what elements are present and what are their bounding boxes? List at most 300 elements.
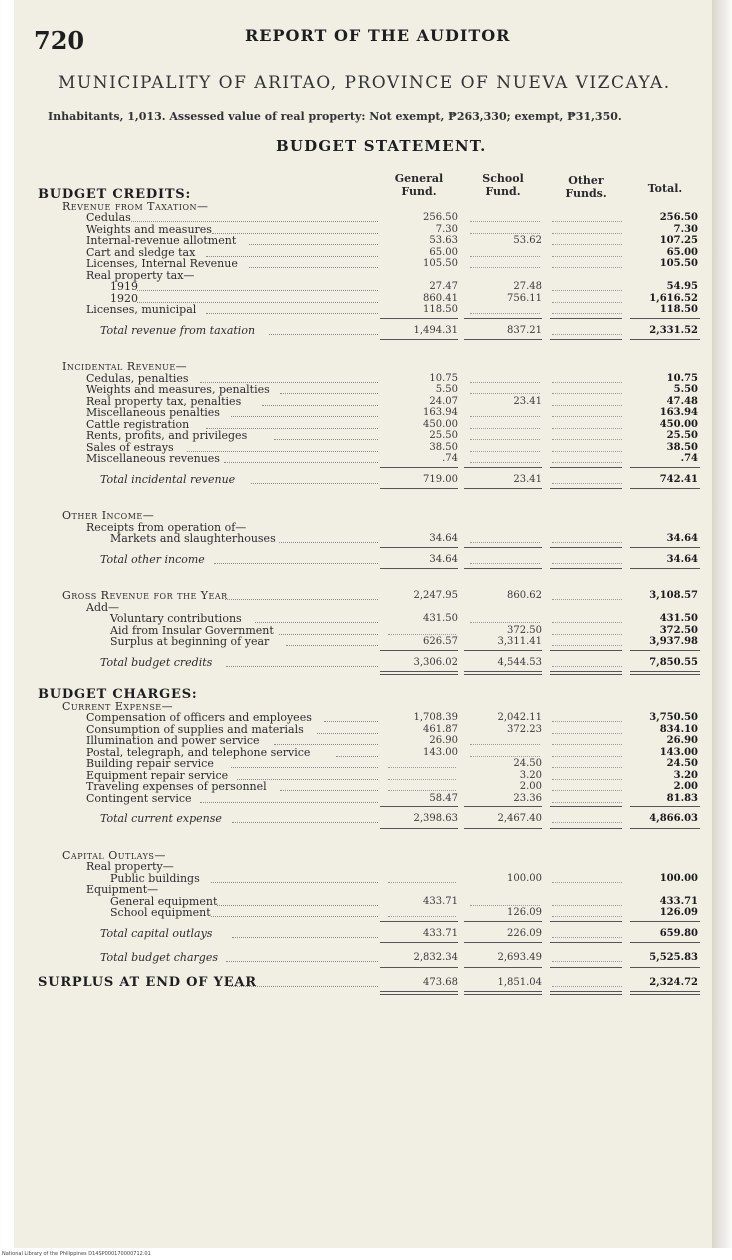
subtotal-rule <box>550 547 622 548</box>
total-value: 256.50 <box>659 212 698 223</box>
empty-cell-leader <box>552 937 622 938</box>
leader-dots <box>137 290 378 291</box>
row-label: Total incidental revenue <box>100 472 236 486</box>
empty-cell-leader <box>470 563 540 564</box>
subtotal-rule <box>630 967 700 968</box>
general-fund-value: 256.50 <box>423 212 458 223</box>
leader-dots <box>286 645 378 646</box>
leader-dots <box>131 221 378 222</box>
subtotal-rule <box>464 488 542 489</box>
total-value: 742.41 <box>659 473 698 485</box>
table-row <box>0 928 712 940</box>
general-fund-value: 26.90 <box>429 735 458 746</box>
general-fund-value: 34.64 <box>429 553 458 565</box>
leader-dots <box>226 961 378 962</box>
empty-cell-leader <box>470 233 540 234</box>
statement-title: BUDGET STATEMENT. <box>276 137 487 155</box>
row-label: SURPLUS AT END OF YEAR <box>38 974 257 990</box>
school-fund-value: 23.41 <box>513 395 542 407</box>
school-fund-value: 372.23 <box>507 723 542 735</box>
school-fund-value: 2,042.11 <box>497 712 542 723</box>
total-value: 24.50 <box>666 758 698 769</box>
empty-cell-leader <box>552 439 622 440</box>
table-row <box>0 533 712 545</box>
total-value: 105.50 <box>659 258 698 269</box>
empty-cell-leader <box>388 882 456 883</box>
row-label: Total budget credits <box>100 655 213 669</box>
subtotal-rule <box>550 318 622 319</box>
subtotal-rule <box>464 318 542 319</box>
school-fund-value: 3,311.41 <box>497 636 542 647</box>
row-label: Weights and measures, penalties <box>86 383 270 396</box>
leader-dots <box>279 634 378 635</box>
total-value: 118.50 <box>659 304 698 315</box>
empty-cell-leader <box>470 622 540 623</box>
subtotal-rule <box>464 921 542 922</box>
total-double-rule <box>550 671 622 675</box>
subtotal-rule <box>464 967 542 968</box>
empty-cell-leader <box>552 634 622 635</box>
row-label: Cart and sledge tax <box>86 245 196 259</box>
footer-credit: National Library of the Philippines D14SP000170000712.01 <box>2 1251 151 1257</box>
subtotal-rule <box>550 967 622 968</box>
total-value: .74 <box>680 453 698 464</box>
leader-dots <box>231 767 378 768</box>
leader-dots <box>249 267 378 268</box>
leader-dots <box>226 666 378 667</box>
row-label: Markets and slaughterhouses <box>110 532 276 545</box>
general-fund-value: 473.68 <box>423 976 458 988</box>
row-label: Traveling expenses of personnel <box>86 780 267 793</box>
school-fund-value: 372.50 <box>507 624 542 636</box>
school-fund-value: 837.21 <box>507 324 542 336</box>
leader-dots <box>324 721 378 722</box>
leader-dots <box>251 483 378 484</box>
general-fund-value: 5.50 <box>435 384 458 395</box>
total-double-rule <box>380 671 458 675</box>
subtotal-rule <box>464 547 542 548</box>
empty-cell-leader <box>388 790 456 791</box>
table-row <box>0 813 712 825</box>
row-label: Equipment repair service <box>86 768 229 782</box>
subtotal-rule <box>630 806 700 807</box>
total-value: 659.80 <box>659 927 698 939</box>
empty-cell-leader <box>470 428 540 429</box>
subtotal-rule <box>380 828 458 829</box>
leader-dots <box>255 622 378 623</box>
subtotal-rule <box>464 568 542 569</box>
total-value: 38.50 <box>666 441 698 453</box>
row-label: Total capital outlays <box>100 926 213 940</box>
subtotal-rule <box>464 339 542 340</box>
empty-cell-leader <box>470 744 540 745</box>
row-label: Total revenue from taxation <box>100 323 256 337</box>
total-double-rule <box>380 991 458 995</box>
school-fund-value: 226.09 <box>507 927 542 939</box>
total-value: 2,331.52 <box>649 324 698 336</box>
row-label: Public buildings <box>110 871 200 885</box>
leader-dots <box>211 916 378 917</box>
subtotal-rule <box>550 828 622 829</box>
general-fund-value: 3,306.02 <box>413 656 458 668</box>
table-row <box>0 304 712 316</box>
total-value: 5.50 <box>673 384 698 395</box>
total-value: 2,324.72 <box>649 976 698 988</box>
total-value: 25.50 <box>666 430 698 441</box>
subtotal-rule <box>380 921 458 922</box>
empty-cell-leader <box>552 267 622 268</box>
total-value: 47.48 <box>666 395 698 407</box>
leader-dots <box>249 244 378 245</box>
general-fund-value: 2,832.34 <box>413 952 458 963</box>
general-fund-value: 433.71 <box>423 927 458 939</box>
row-label: BUDGET CHARGES: <box>38 687 198 702</box>
running-head: REPORT OF THE AUDITOR <box>245 26 511 45</box>
row-label: Capital Outlays— <box>62 848 166 862</box>
total-value: 3,937.98 <box>649 636 698 647</box>
general-fund-value: 7.30 <box>435 223 458 235</box>
empty-cell-leader <box>552 542 622 543</box>
school-fund-value: 860.62 <box>507 590 542 601</box>
row-label: Cattle registration <box>86 417 190 431</box>
table-row <box>0 453 712 465</box>
subtotal-rule <box>630 318 700 319</box>
empty-cell-leader <box>552 563 622 564</box>
school-fund-value: 100.00 <box>507 872 542 884</box>
row-label: Rents, profits, and privileges <box>86 429 248 442</box>
empty-cell-leader <box>552 882 622 883</box>
general-fund-value: 1,708.39 <box>413 712 458 723</box>
leader-dots <box>214 563 378 564</box>
total-value: 7.30 <box>673 223 698 235</box>
total-value: 143.00 <box>659 746 698 758</box>
empty-cell-leader <box>552 393 622 394</box>
document-title: MUNICIPALITY OF ARITAO, PROVINCE OF NUEVA VIZCAYA. <box>58 73 671 93</box>
empty-cell-leader <box>388 634 456 635</box>
table-row <box>0 974 712 990</box>
table-row <box>0 884 712 896</box>
table-row <box>0 793 712 805</box>
total-double-rule <box>550 991 622 995</box>
general-fund-value: 163.94 <box>423 407 458 418</box>
general-fund-value: 143.00 <box>423 746 458 758</box>
total-double-rule <box>630 671 700 675</box>
table-row <box>0 613 712 625</box>
leader-dots <box>232 822 378 823</box>
empty-cell-leader <box>552 744 622 745</box>
total-value: 163.94 <box>659 407 698 418</box>
general-fund-value: 450.00 <box>423 418 458 430</box>
table-row <box>0 281 712 293</box>
row-label: Real property tax— <box>86 268 195 282</box>
empty-cell-leader <box>552 256 622 257</box>
subtotal-rule <box>550 339 622 340</box>
empty-cell-leader <box>470 905 540 906</box>
table-row <box>0 636 712 648</box>
subtotal-rule <box>550 467 622 468</box>
leader-dots <box>317 733 378 734</box>
row-label: BUDGET CREDITS: <box>38 187 192 202</box>
leader-dots <box>206 313 378 314</box>
row-label: Other Income— <box>62 509 155 522</box>
total-value: 4,866.03 <box>649 813 698 824</box>
subtotal-rule <box>550 942 622 943</box>
row-label: Sales of estrays <box>86 440 174 454</box>
leader-dots <box>232 937 378 938</box>
column-header-other-funds: Other Funds. <box>565 174 607 200</box>
empty-cell-leader <box>552 802 622 803</box>
empty-cell-leader <box>470 393 540 394</box>
total-value: 34.64 <box>666 533 698 544</box>
general-fund-value: 10.75 <box>429 372 458 384</box>
row-label: Surplus at beginning of year <box>110 635 270 648</box>
total-value: 7,850.55 <box>649 656 698 668</box>
inhabitants-line: Inhabitants, 1,013. Assessed value of real property: Not exempt, ₱263,330; exempt, ₱31,350. <box>48 110 622 123</box>
row-label: Add— <box>86 600 120 614</box>
subtotal-rule <box>630 650 700 651</box>
empty-cell-leader <box>552 721 622 722</box>
leader-dots <box>262 405 378 406</box>
column-header-general-fund: General Fund. <box>394 172 444 198</box>
row-label: Aid from Insular Government <box>110 623 274 637</box>
subtotal-rule <box>380 568 458 569</box>
leader-dots <box>336 756 378 757</box>
school-fund-value: 53.62 <box>513 235 542 246</box>
general-fund-value: 860.41 <box>423 292 458 304</box>
subtotal-rule <box>380 942 458 943</box>
row-label: Miscellaneous revenues <box>86 452 220 465</box>
table-row <box>0 270 712 282</box>
general-fund-value: 2,247.95 <box>413 590 458 601</box>
total-value: 1,616.52 <box>649 292 698 304</box>
row-label: Total other income <box>100 552 205 566</box>
leader-dots <box>217 905 378 906</box>
total-value: 34.64 <box>666 553 698 565</box>
empty-cell-leader <box>552 416 622 417</box>
empty-cell-leader <box>552 428 622 429</box>
table-row <box>0 602 712 614</box>
general-fund-value: 719.00 <box>423 473 458 485</box>
leader-dots <box>231 416 378 417</box>
empty-cell-leader <box>552 790 622 791</box>
general-fund-value: 118.50 <box>423 304 458 315</box>
general-fund-value: 461.87 <box>423 723 458 735</box>
table-row <box>0 657 712 669</box>
subtotal-rule <box>464 467 542 468</box>
general-fund-value: 53.63 <box>429 235 458 246</box>
empty-cell-leader <box>470 416 540 417</box>
table-row <box>0 952 712 964</box>
empty-cell-leader <box>552 779 622 780</box>
total-value: 3,750.50 <box>649 712 698 723</box>
total-double-rule <box>464 671 542 675</box>
leader-dots <box>279 542 378 543</box>
row-label: Licenses, Internal Revenue <box>86 257 238 270</box>
subtotal-rule <box>550 806 622 807</box>
row-label: Building repair service <box>86 757 214 770</box>
empty-cell-leader <box>552 599 622 600</box>
leader-dots <box>280 790 378 791</box>
leader-dots <box>274 439 378 440</box>
row-label: 1919 <box>110 280 138 293</box>
row-label: General equipment <box>110 894 218 908</box>
school-fund-value: 2,693.49 <box>497 952 542 963</box>
school-fund-value: 3.20 <box>519 769 542 781</box>
school-fund-value: 27.48 <box>513 281 542 292</box>
empty-cell-leader <box>552 405 622 406</box>
row-label: Consumption of supplies and materials <box>86 722 304 736</box>
subtotal-rule <box>380 967 458 968</box>
subtotal-rule <box>464 650 542 651</box>
leader-dots <box>225 599 378 600</box>
row-label: Voluntary contributions <box>110 612 242 625</box>
total-value: 26.90 <box>666 735 698 746</box>
subtotal-rule <box>380 318 458 319</box>
row-label: Contingent service <box>86 791 192 805</box>
empty-cell-leader <box>552 302 622 303</box>
subtotal-rule <box>380 650 458 651</box>
total-value: 431.50 <box>659 613 698 624</box>
leader-dots <box>229 986 378 987</box>
general-fund-value: 25.50 <box>429 430 458 441</box>
empty-cell-leader <box>552 334 622 335</box>
table-row <box>0 907 712 919</box>
total-value: 372.50 <box>659 624 698 636</box>
general-fund-value: 2,398.63 <box>413 813 458 824</box>
subtotal-rule <box>550 650 622 651</box>
subtotal-rule <box>464 806 542 807</box>
empty-cell-leader <box>470 256 540 257</box>
row-label: Compensation of officers and employees <box>86 711 312 724</box>
row-label: Miscellaneous penalties <box>86 406 220 419</box>
subtotal-rule <box>550 488 622 489</box>
row-label: Revenue from Taxation— <box>62 199 209 213</box>
empty-cell-leader <box>552 905 622 906</box>
row-label: Cedulas, penalties <box>86 371 189 385</box>
row-label: Illumination and power service <box>86 734 260 747</box>
subtotal-rule <box>630 921 700 922</box>
general-fund-value: 105.50 <box>423 258 458 269</box>
empty-cell-leader <box>552 483 622 484</box>
total-value: 81.83 <box>666 792 698 804</box>
total-value: 3.20 <box>673 769 698 781</box>
table-row <box>0 522 712 534</box>
empty-cell-leader <box>552 233 622 234</box>
total-value: 100.00 <box>659 872 698 884</box>
table-row <box>0 325 712 337</box>
total-value: 54.95 <box>666 281 698 292</box>
row-label: Cedulas <box>86 211 131 224</box>
subtotal-rule <box>630 467 700 468</box>
row-label: Total budget charges <box>100 951 218 964</box>
row-label: School equipment <box>110 906 211 919</box>
empty-cell-leader <box>552 961 622 962</box>
empty-cell-leader <box>470 542 540 543</box>
empty-cell-leader <box>552 244 622 245</box>
school-fund-value: 756.11 <box>507 292 542 304</box>
subtotal-rule <box>380 339 458 340</box>
column-header-school-fund: School Fund. <box>482 172 524 198</box>
row-label: Equipment— <box>86 883 159 896</box>
row-label: Real property— <box>86 860 174 873</box>
general-fund-value: 1,494.31 <box>413 324 458 336</box>
subtotal-rule <box>550 568 622 569</box>
total-value: 834.10 <box>659 723 698 735</box>
general-fund-value: 431.50 <box>423 613 458 624</box>
empty-cell-leader <box>552 462 622 463</box>
empty-cell-leader <box>388 779 456 780</box>
empty-cell-leader <box>552 822 622 823</box>
total-value: 2.00 <box>673 781 698 792</box>
leader-dots <box>269 334 378 335</box>
general-fund-value: 65.00 <box>429 246 458 258</box>
row-label: Receipts from operation of— <box>86 520 247 534</box>
subtotal-rule <box>630 942 700 943</box>
empty-cell-leader <box>552 645 622 646</box>
school-fund-value: 2.00 <box>519 781 542 792</box>
subtotal-rule <box>630 828 700 829</box>
column-header-total: Total. <box>647 182 683 195</box>
empty-cell-leader <box>470 462 540 463</box>
page-edge <box>712 0 732 1248</box>
subtotal-rule <box>464 828 542 829</box>
subtotal-rule <box>630 339 700 340</box>
leader-dots <box>274 744 378 745</box>
empty-cell-leader <box>552 451 622 452</box>
empty-cell-leader <box>552 221 622 222</box>
school-fund-value: 24.50 <box>513 758 542 769</box>
general-fund-value: 626.57 <box>423 636 458 647</box>
subtotal-rule <box>550 921 622 922</box>
total-value: 3,108.57 <box>649 590 698 601</box>
empty-cell-leader <box>470 451 540 452</box>
empty-cell-leader <box>470 221 540 222</box>
subtotal-rule <box>380 806 458 807</box>
school-fund-value: 1,851.04 <box>497 976 542 988</box>
school-fund-value: 23.41 <box>513 473 542 485</box>
empty-cell-leader <box>470 313 540 314</box>
empty-cell-leader <box>552 767 622 768</box>
row-label: Gross Revenue for the Year <box>62 589 228 602</box>
total-value: 450.00 <box>659 418 698 430</box>
total-value: 65.00 <box>666 246 698 258</box>
table-row <box>0 625 712 637</box>
leader-dots <box>212 233 378 234</box>
empty-cell-leader <box>552 666 622 667</box>
leader-dots <box>224 462 378 463</box>
empty-cell-leader <box>552 756 622 757</box>
general-fund-value: 34.64 <box>429 533 458 544</box>
empty-cell-leader <box>552 290 622 291</box>
row-label: Internal-revenue allotment <box>86 234 237 247</box>
row-label: Incidental Revenue— <box>62 360 188 373</box>
row-label: Real property tax, penalties <box>86 394 242 408</box>
subtotal-rule <box>464 942 542 943</box>
general-fund-value: 58.47 <box>429 792 458 804</box>
subtotal-rule <box>630 488 700 489</box>
empty-cell-leader <box>552 986 622 987</box>
subtotal-rule <box>630 547 700 548</box>
row-label: Postal, telegraph, and telephone service <box>86 745 311 759</box>
total-value: 107.25 <box>659 235 698 246</box>
row-label: Licenses, municipal <box>86 303 197 316</box>
general-fund-value: 24.07 <box>429 395 458 407</box>
school-fund-value: 126.09 <box>507 907 542 918</box>
general-fund-value: 38.50 <box>429 441 458 453</box>
total-value: 433.71 <box>659 895 698 907</box>
general-fund-value: 433.71 <box>423 895 458 907</box>
empty-cell-leader <box>470 439 540 440</box>
